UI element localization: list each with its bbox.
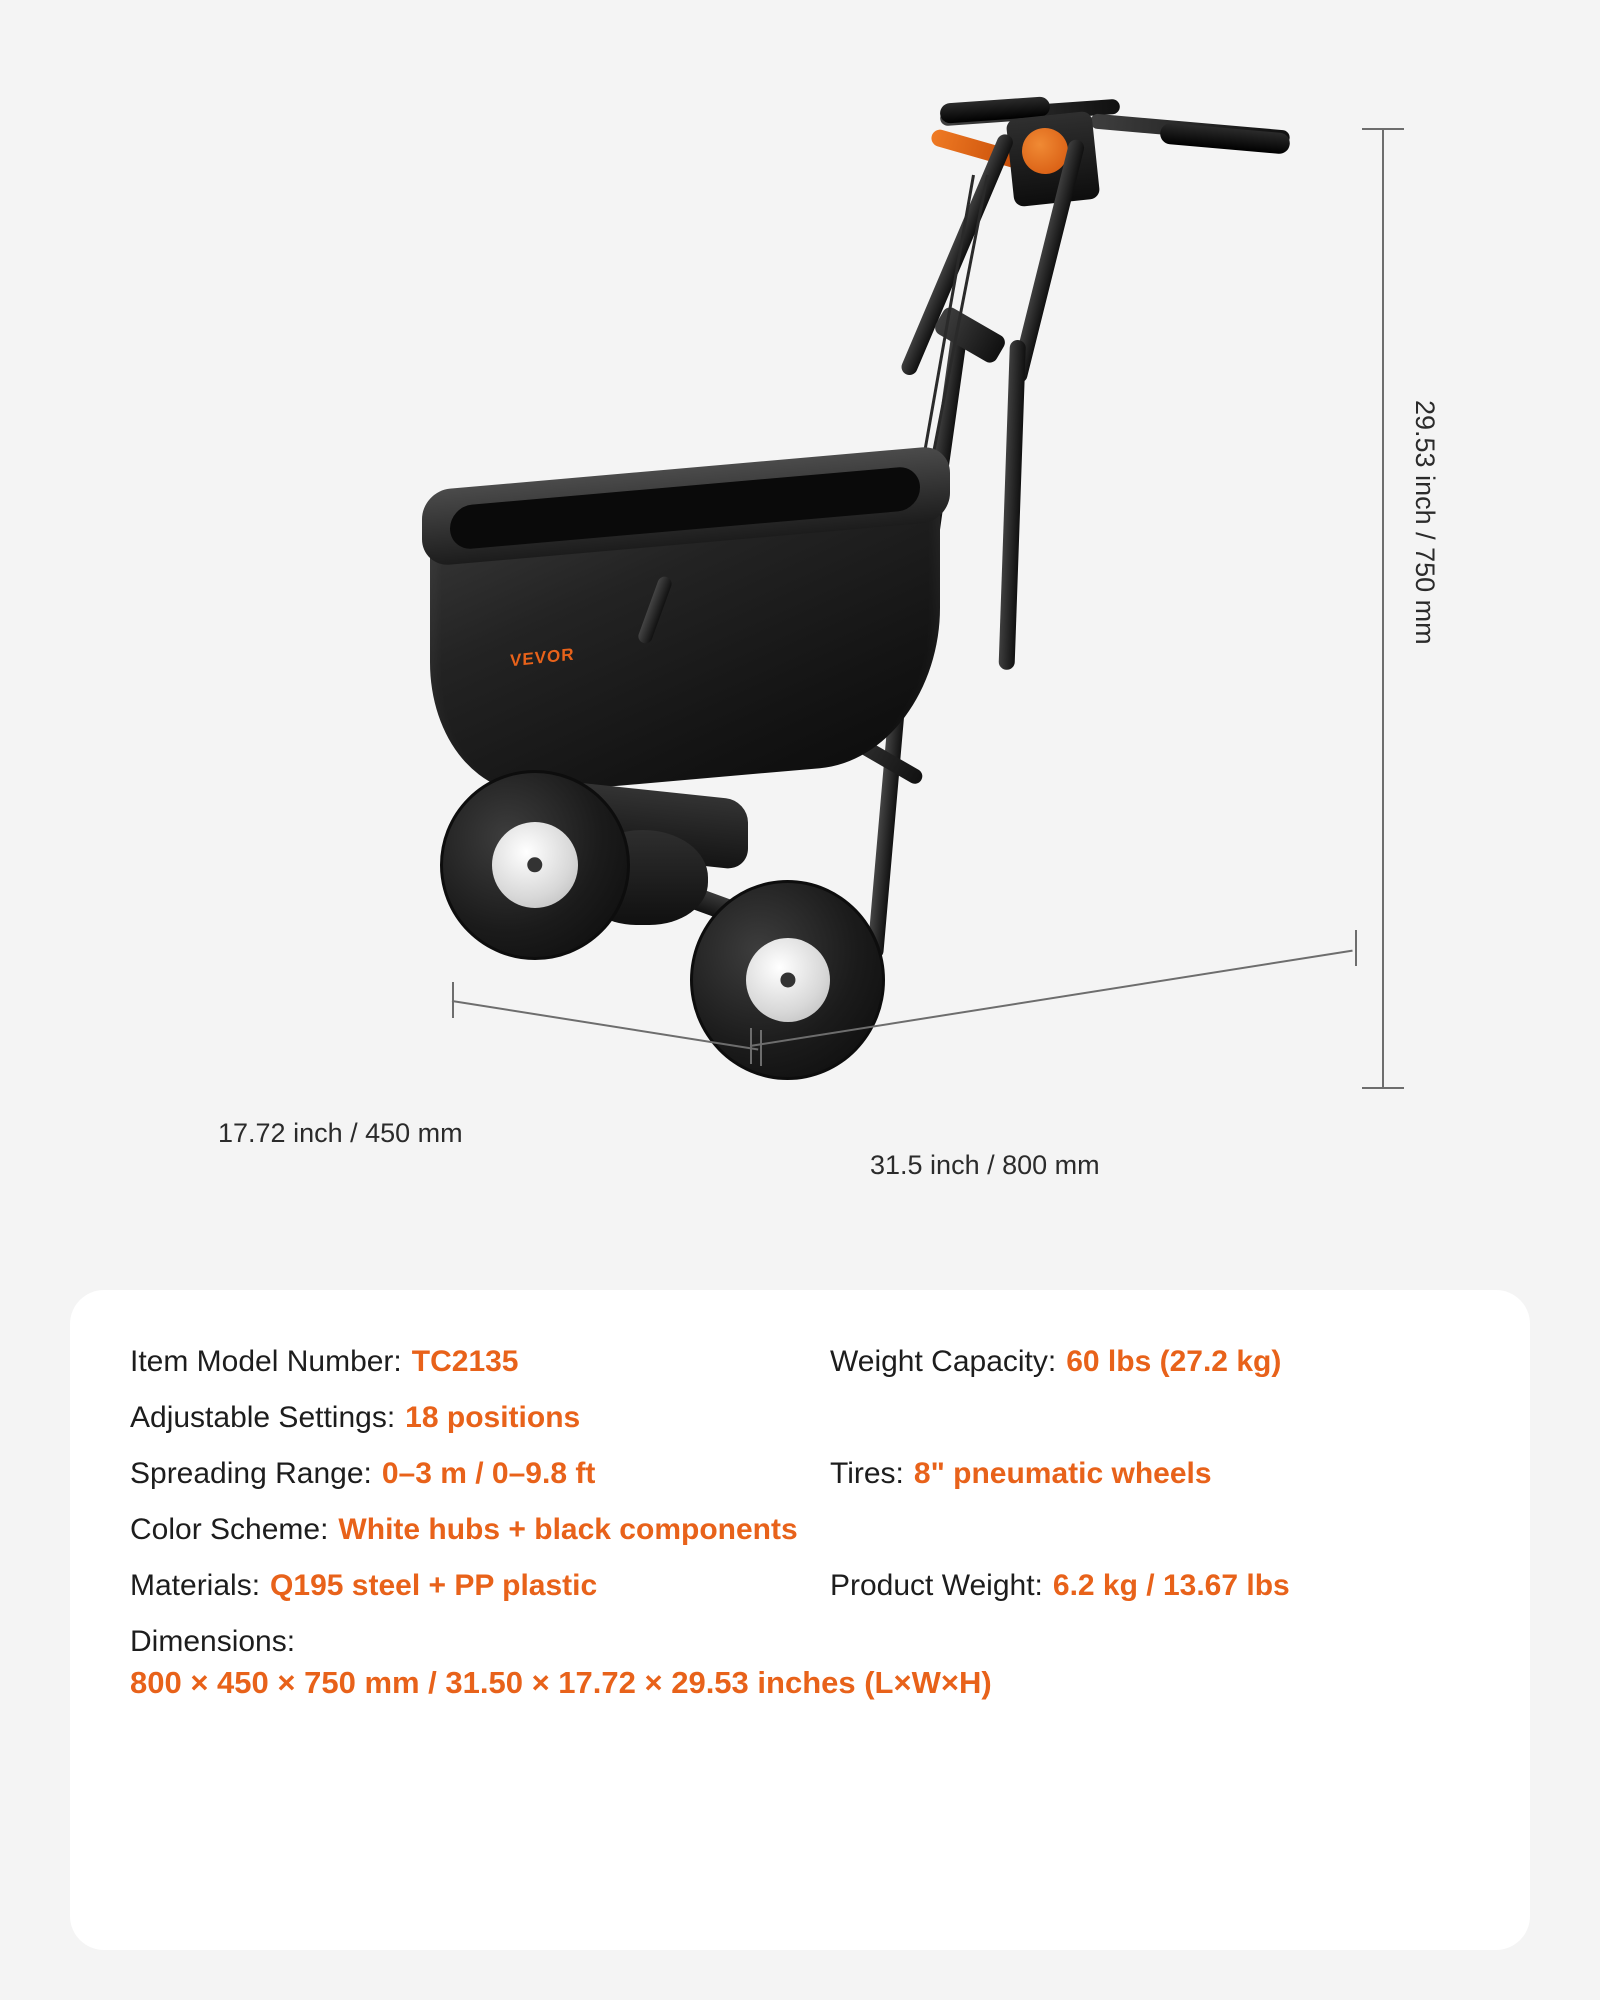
spec-label: Product Weight: bbox=[830, 1569, 1043, 1602]
brand-logo: VEVOR bbox=[510, 644, 575, 671]
spec-item-weight-capacity bbox=[830, 1345, 1281, 1379]
spec-item-product-weight bbox=[830, 1569, 1290, 1603]
spec-card bbox=[70, 1290, 1530, 1950]
dim-width-tick-left bbox=[452, 982, 454, 1018]
handle-grip-right bbox=[1159, 122, 1290, 154]
spec-label: Item Model Number: bbox=[130, 1345, 402, 1378]
spec-value: 18 positions bbox=[405, 1401, 581, 1434]
spec-item-spreading-range bbox=[130, 1457, 830, 1491]
dim-length-tick-left bbox=[750, 1028, 752, 1064]
dim-width-tick-right bbox=[760, 1030, 762, 1066]
dim-length-tick-right bbox=[1355, 930, 1357, 966]
dim-width-label: 17.72 inch / 450 mm bbox=[218, 1118, 463, 1148]
spec-value: 8" pneumatic wheels bbox=[913, 1457, 1212, 1490]
dim-length-label: 31.5 inch / 800 mm bbox=[870, 1150, 1100, 1180]
wheel-hub-left bbox=[492, 822, 578, 908]
spec-item-materials bbox=[130, 1569, 830, 1603]
spec-value: 6.2 kg / 13.67 lbs bbox=[1052, 1569, 1290, 1602]
spec-label: Adjustable Settings: bbox=[130, 1401, 396, 1434]
spec-value-dimensions: 800 × 450 × 750 mm / 31.50 × 17.72 × 29.53 inches (L×W×H) bbox=[130, 1665, 992, 1700]
dim-height-tick-bottom bbox=[1362, 1087, 1404, 1089]
dim-height-label: 29.53 inch / 750 mm bbox=[1410, 400, 1440, 645]
wheel-hub-right bbox=[746, 938, 830, 1022]
spec-row bbox=[130, 1457, 1470, 1491]
spec-item-color-scheme bbox=[130, 1513, 830, 1547]
spec-label: Weight Capacity: bbox=[830, 1345, 1057, 1378]
wheel-right bbox=[690, 880, 885, 1080]
spec-row bbox=[130, 1513, 1470, 1547]
wheel-left bbox=[440, 770, 630, 960]
dim-height-line bbox=[1382, 128, 1384, 1088]
spec-row bbox=[130, 1569, 1470, 1603]
spec-list bbox=[70, 1290, 1530, 1701]
spec-item-model bbox=[130, 1345, 830, 1379]
spec-value: TC2135 bbox=[411, 1345, 519, 1378]
spec-label: Tires: bbox=[830, 1457, 904, 1490]
spec-label: Color Scheme: bbox=[130, 1513, 329, 1546]
spec-label-dimensions: Dimensions: bbox=[130, 1625, 296, 1658]
spec-label: Spreading Range: bbox=[130, 1457, 372, 1490]
spec-item-adjustable-settings bbox=[130, 1401, 830, 1435]
spec-label: Materials: bbox=[130, 1569, 261, 1602]
spec-item-tires bbox=[830, 1457, 1212, 1491]
spec-row-dimensions bbox=[130, 1625, 1470, 1659]
dim-height-tick-top bbox=[1362, 128, 1404, 130]
spec-row bbox=[130, 1401, 1470, 1435]
spec-value: 0–3 m / 0–9.8 ft bbox=[381, 1457, 596, 1490]
spec-value: 60 lbs (27.2 kg) bbox=[1066, 1345, 1282, 1378]
spec-row bbox=[130, 1345, 1470, 1379]
spec-value: White hubs + black components bbox=[338, 1513, 798, 1546]
spec-value: Q195 steel + PP plastic bbox=[270, 1569, 598, 1602]
frame-mid-left bbox=[998, 340, 1026, 670]
